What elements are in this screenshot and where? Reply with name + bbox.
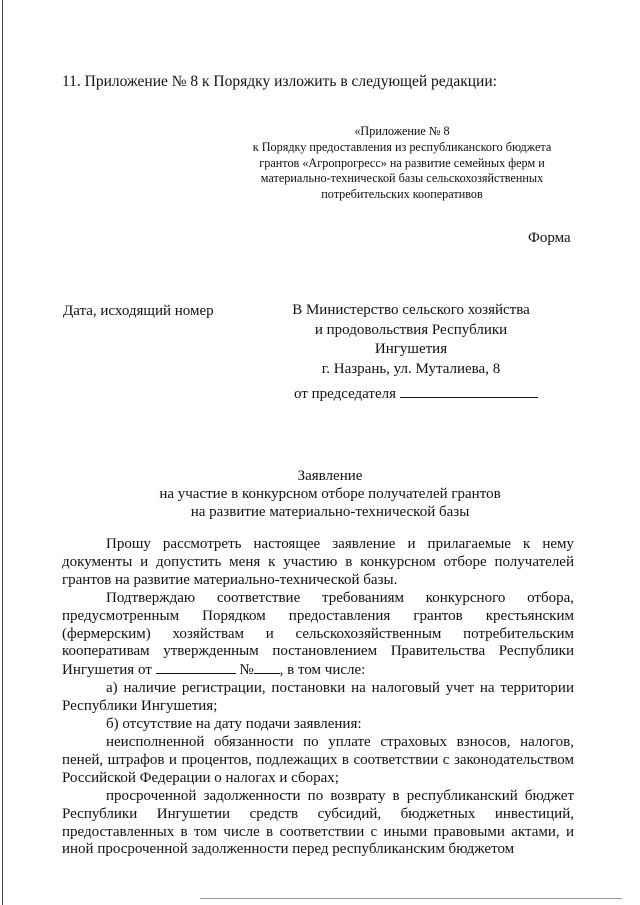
paragraph: Прошу рассмотреть настоящее заявление и прилагаемые к нему документы и допустить меня к участию в конкурсном отборе получателей грантов на развитие материально-технической базы. [62,536,574,588]
addressee-block [290,301,532,379]
addressee-line: В Министерство сельского хозяйства [292,302,530,318]
number-blank-line [254,661,280,674]
appendix-line: материально-технической базы сельскохозяйственных [260,171,544,186]
appendix-line: к Порядку предоставления из республиканского бюджета [252,139,552,154]
page-bottom-edge [200,898,622,899]
paragraph [62,590,574,681]
addressee-line: и продовольствия Республики [314,321,508,338]
title-line: Заявление [297,468,363,484]
appendix-line: грантов «Агропрогресс» на развитие семейных ферм и [259,155,545,170]
addressee-line: Ингушетия [374,341,448,357]
from-chairman [294,385,538,403]
paragraph: просроченной задолженности по возврату в республиканский бюджет Республики Ингушетии средств субсидий, бюджетных инвестиций, предоставленных в том числе в соответствии с иными правовыми актами, и иной просроченной задолженности перед республиканским бюджетом [62,787,574,858]
form-label: Форма [528,230,571,246]
number-sign: № [239,662,254,679]
date-blank-line [156,661,236,674]
appendix-header [232,124,572,203]
paragraph: неисполненной обязанности по уплате страховых взносов, налогов, пеней, штрафов и процентов, подлежащих в соответствии с законодательством Российской Федерации о налогах и сборах; [62,733,574,786]
title-line: на развитие материально-технической базы [190,504,470,520]
in-total-text: , в том числе: [279,662,366,679]
title-line: на участие в конкурсном отборе получателей грантов [159,486,501,502]
document-body [62,536,574,859]
chairman-blank-line [400,385,538,398]
date-label: Дата, исходящий номер [63,303,214,319]
appendix-line: «Приложение № 8 [354,124,450,138]
document-title [90,467,570,521]
amendment-heading: 11. Приложение № 8 к Порядку изложить в следующей редакции: [62,73,497,90]
appendix-line: потребительских кооперативов [321,187,483,202]
page-left-edge [2,0,3,905]
from-label: от председателя [294,386,397,402]
paragraph: а) наличие регистрации, постановки на налоговый учет на территории Республики Ингушетия; [62,680,574,715]
addressee-line: г. Назрань, ул. Муталиева, 8 [321,360,501,377]
paragraph: б) отсутствие на дату подачи заявления: [106,716,362,733]
paragraph-text: Подтверждаю соответствие требованиям конкурсного отбора, предусмотренным Порядком предоставления грантов крестьянским (фермерским) хозяйствам и сельскохозяйственным потребительским кооперативам утвержденным постановлением Правительства Республики Ингушетия от [62,589,574,679]
